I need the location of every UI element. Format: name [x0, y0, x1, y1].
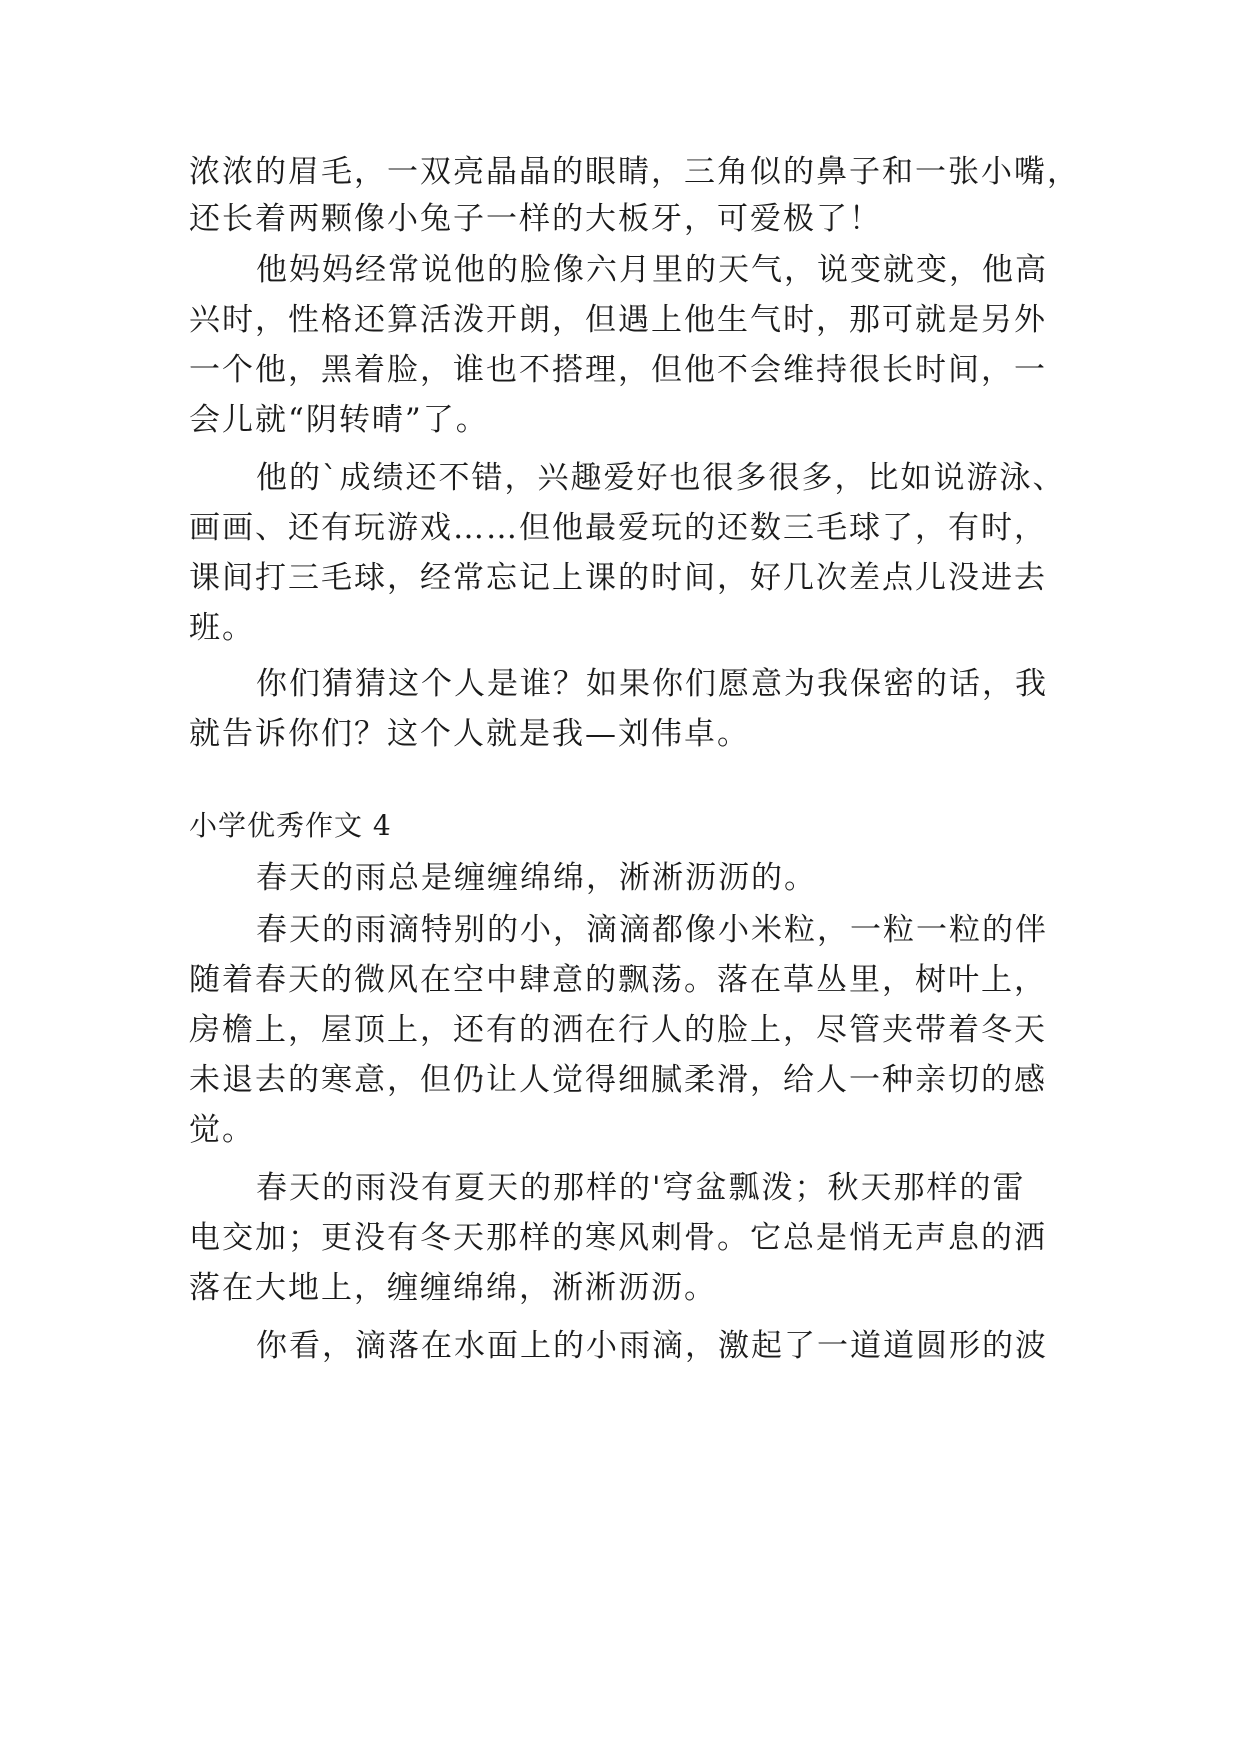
paragraph-first-line: 春天的雨总是缠缠绵绵，淅淅沥沥的。	[256, 860, 817, 896]
paragraph-first-line: 你看，滴落在水面上的小雨滴，激起了一道道圆形的波	[256, 1328, 1048, 1364]
text-line: 浓浓的眉毛，一双亮晶晶的眼睛，三角似的鼻子和一张小嘴，	[189, 154, 1080, 190]
text-line: 房檐上，屋顶上，还有的洒在行人的脸上，尽管夹带着冬天	[189, 1012, 1047, 1048]
paragraph-first-line: 他的`成绩还不错，兴趣爱好也很多很多，比如说游泳、	[256, 460, 1066, 496]
text-line: 会儿就“阴转晴”了。	[189, 402, 489, 438]
text-line: 未退去的寒意，但仍让人觉得细腻柔滑，给人一种亲切的感	[189, 1062, 1047, 1098]
paragraph-first-line: 他妈妈经常说他的脸像六月里的天气，说变就变，他高	[256, 252, 1048, 288]
text-line: 电交加；更没有冬天那样的寒风刺骨。它总是悄无声息的洒	[189, 1220, 1047, 1256]
text-line: 画画、还有玩游戏……但他最爱玩的还数三毛球了，有时，	[189, 510, 1047, 546]
text-line: 班。	[189, 610, 255, 646]
text-line: 随着春天的微风在空中肆意的飘荡。落在草丛里，树叶上，	[189, 962, 1047, 998]
text-line: 兴时，性格还算活泼开朗，但遇上他生气时，那可就是另外	[189, 302, 1047, 338]
paragraph-first-line: 春天的雨滴特别的小，滴滴都像小米粒，一粒一粒的伴	[256, 912, 1048, 948]
text-line: 落在大地上，缠缠绵绵，淅淅沥沥。	[189, 1270, 717, 1306]
paragraph-first-line: 春天的雨没有夏天的那样的'穹盆瓢泼；秋天那样的雷	[256, 1170, 1026, 1206]
paragraph-first-line: 你们猜猜这个人是谁？如果你们愿意为我保密的话，我	[256, 666, 1048, 702]
text-line: 还长着两颗像小兔子一样的大板牙，可爱极了！	[189, 201, 882, 237]
text-line: 就告诉你们？这个人就是我—刘伟卓。	[189, 716, 750, 752]
text-line: 课间打三毛球，经常忘记上课的时间，好几次差点儿没进去	[189, 560, 1047, 596]
text-line: 一个他，黑着脸，谁也不搭理，但他不会维持很长时间，一	[189, 352, 1047, 388]
text-line: 觉。	[189, 1112, 255, 1148]
section-heading: 小学优秀作文 4	[189, 809, 392, 842]
